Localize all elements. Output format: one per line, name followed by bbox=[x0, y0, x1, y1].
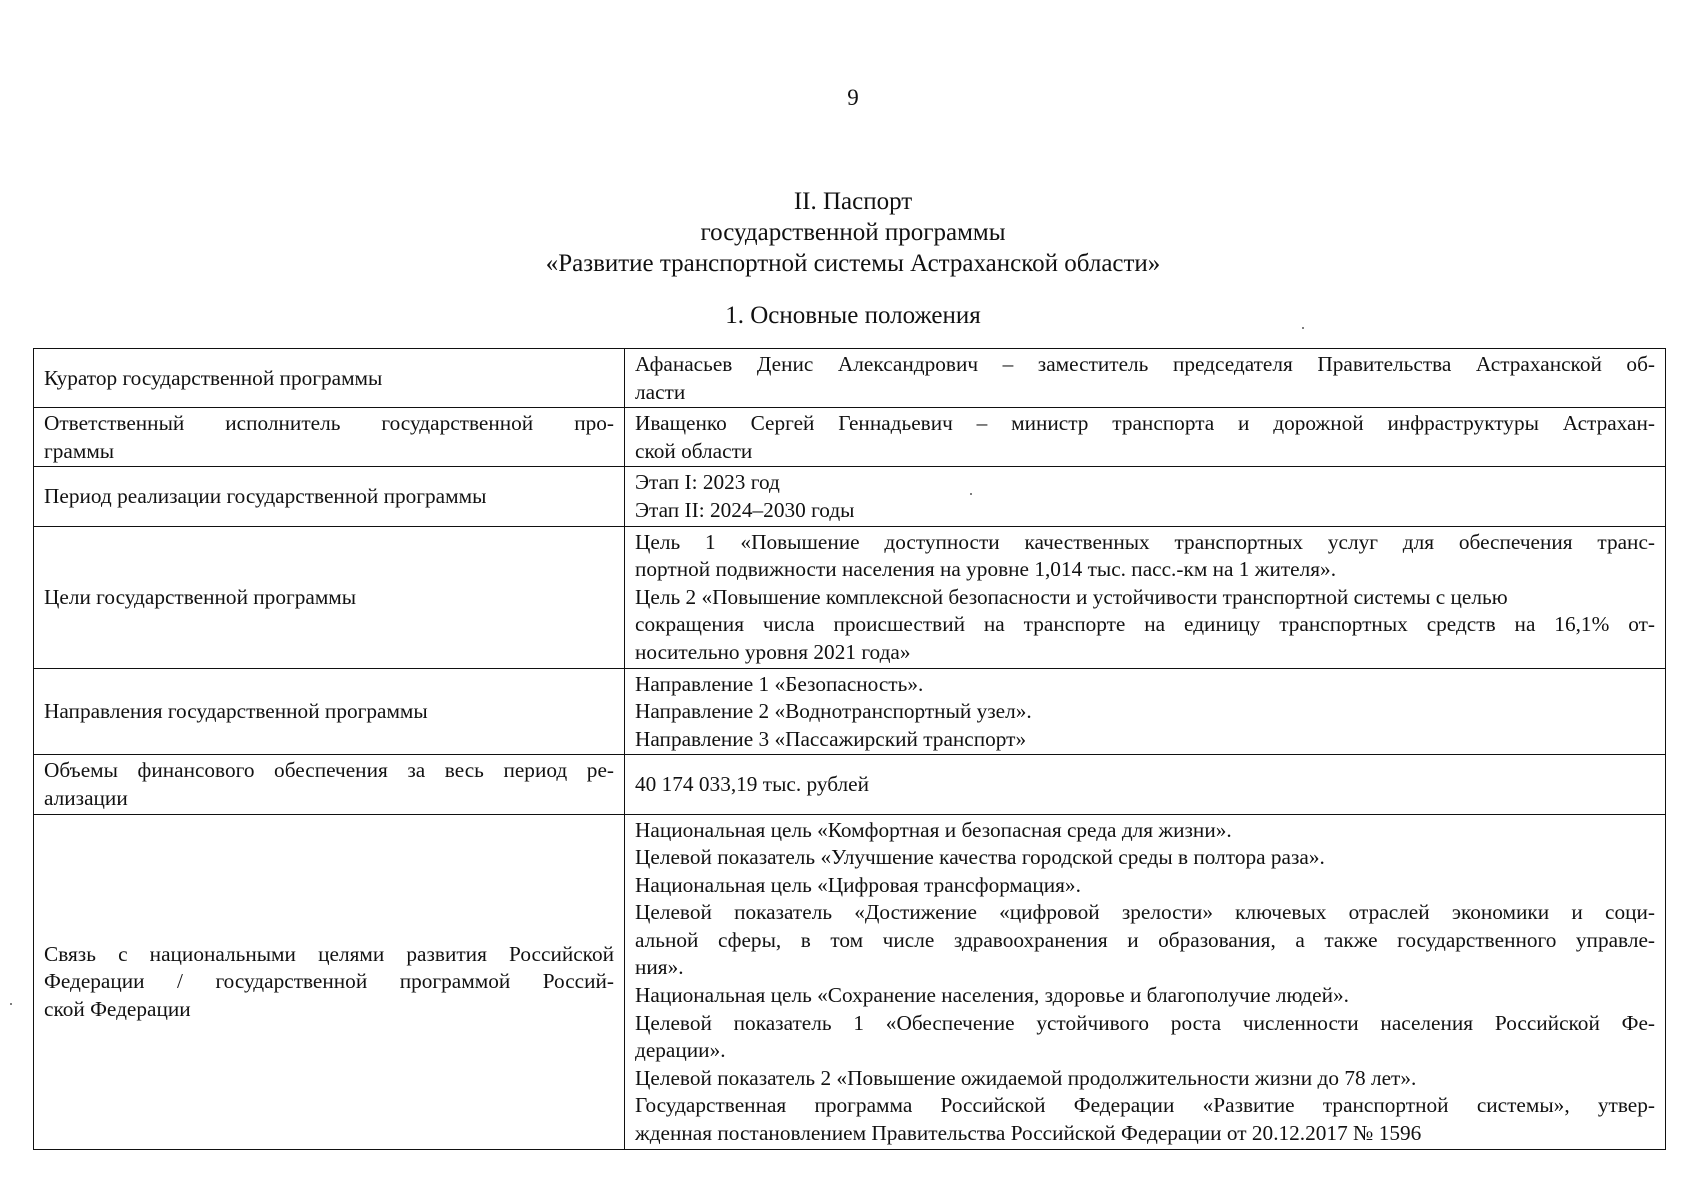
row-value-cell bbox=[625, 526, 1666, 668]
document-heading bbox=[0, 186, 1706, 279]
row-value-line: Направление 2 «Воднотранспортный узел». bbox=[635, 699, 1032, 724]
row-value-line: Национальная цель «Цифровая трансформация». bbox=[635, 872, 1081, 897]
row-value-line: Национальная цель «Комфортная и безопасная среда для жизни». bbox=[635, 817, 1232, 842]
row-value-line: Национальная цель «Сохранение населения, здоровье и благополучие людей». bbox=[635, 983, 1349, 1008]
passport-row bbox=[34, 755, 1666, 814]
passport-row bbox=[34, 814, 1666, 1149]
row-value-line: Целевой показатель 1 «Обеспечение устойчивого роста численности населения Российской Фе- bbox=[635, 1010, 1655, 1035]
row-value-line: альной сферы, в том числе здравоохранения и образования, а также государственного управле- bbox=[635, 927, 1655, 952]
scan-speck bbox=[10, 1003, 12, 1005]
row-label-cell bbox=[34, 349, 625, 408]
row-value-line: Этап II: 2024–2030 годы bbox=[635, 497, 855, 522]
row-value-line: Цель 1 «Повышение доступности качественных транспортных услуг для обеспечения транс- bbox=[635, 529, 1655, 554]
row-value-cell bbox=[625, 814, 1666, 1149]
row-label-cell bbox=[34, 467, 625, 526]
passport-table bbox=[33, 348, 1666, 1150]
row-label-line: граммы bbox=[44, 438, 115, 463]
heading-line-3: «Развитие транспортной системы Астраханской области» bbox=[545, 250, 1161, 277]
row-value-line: Направление 1 «Безопасность». bbox=[635, 671, 924, 696]
row-value-line: Целевой показатель 2 «Повышение ожидаемой продолжительности жизни до 78 лет». bbox=[635, 1065, 1417, 1090]
row-value-cell bbox=[625, 668, 1666, 755]
passport-row bbox=[34, 668, 1666, 755]
row-value-cell bbox=[625, 408, 1666, 467]
scan-speck bbox=[970, 493, 972, 495]
row-label-cell bbox=[34, 668, 625, 755]
row-value-cell bbox=[625, 349, 1666, 408]
row-label-line: ализации bbox=[44, 785, 128, 810]
row-value-line: Государственная программа Российской Федерации «Развитие транспортной системы», утвер- bbox=[635, 1093, 1655, 1118]
row-label-line: Цели государственной программы bbox=[44, 584, 357, 609]
scan-speck bbox=[1302, 327, 1304, 329]
row-value-line: 40 174 033,19 тыс. рублей bbox=[635, 772, 870, 797]
row-value-line: Целевой показатель «Улучшение качества городской среды в полтора раза». bbox=[635, 845, 1325, 870]
row-label-line: Объемы финансового обеспечения за весь период ре- bbox=[44, 758, 614, 783]
passport-row bbox=[34, 349, 1666, 408]
row-value-line: жденная постановлением Правительства Российской Федерации от 20.12.2017 № 1596 bbox=[635, 1121, 1422, 1146]
section-title: 1. Основные положения bbox=[725, 302, 981, 329]
row-label-line: ской Федерации bbox=[44, 996, 191, 1021]
row-value-line: Иващенко Сергей Геннадьевич – министр транспорта и дорожной инфраструктуры Астрахан- bbox=[635, 411, 1655, 436]
row-value-line: ласти bbox=[635, 379, 686, 404]
row-value-line: ской области bbox=[635, 438, 753, 463]
row-label-line: Связь с национальными целями развития Российской bbox=[44, 941, 614, 966]
row-value-line: дерации». bbox=[635, 1038, 726, 1063]
row-label-cell bbox=[34, 408, 625, 467]
row-value-line: портной подвижности населения на уровне 1,014 тыс. пасс.-км на 1 жителя». bbox=[635, 557, 1337, 582]
row-value-line: Целевой показатель «Достижение «цифровой зрелости» ключевых отраслей экономики и соци- bbox=[635, 900, 1655, 925]
row-value-line: носительно уровня 2021 года» bbox=[635, 639, 911, 664]
passport-row bbox=[34, 526, 1666, 668]
heading-line-2: государственной программы bbox=[700, 219, 1006, 246]
row-value-line: Этап I: 2023 год bbox=[635, 470, 780, 495]
row-value-cell bbox=[625, 467, 1666, 526]
row-label-line: Ответственный исполнитель государственной про- bbox=[44, 411, 614, 436]
row-label-line: Федерации / государственной программой Россий- bbox=[44, 969, 614, 994]
row-value-line: Направление 3 «Пассажирский транспорт» bbox=[635, 726, 1027, 751]
row-label-line: Период реализации государственной программы bbox=[44, 484, 487, 509]
row-value-line: Цель 2 «Повышение комплексной безопасности и устойчивости транспортной системы с целью bbox=[635, 584, 1508, 609]
row-label-cell bbox=[34, 755, 625, 814]
passport-table-body bbox=[34, 349, 1666, 1150]
row-label-line: Направления государственной программы bbox=[44, 699, 428, 724]
page-number: 9 bbox=[847, 85, 859, 110]
row-label-cell bbox=[34, 526, 625, 668]
row-label-line: Куратор государственной программы bbox=[44, 365, 383, 390]
row-value-line: Афанасьев Денис Александрович – заместитель председателя Правительства Астраханской об- bbox=[635, 352, 1655, 376]
row-label-cell bbox=[34, 814, 625, 1149]
passport-row bbox=[34, 408, 1666, 467]
row-value-line: сокращения числа происшествий на транспорте на единицу транспортных средств на 16,1% от- bbox=[635, 612, 1655, 637]
row-value-cell bbox=[625, 755, 1666, 814]
passport-row bbox=[34, 467, 1666, 526]
heading-line-1: II. Паспорт bbox=[793, 188, 913, 215]
row-value-line: ния». bbox=[635, 955, 684, 980]
